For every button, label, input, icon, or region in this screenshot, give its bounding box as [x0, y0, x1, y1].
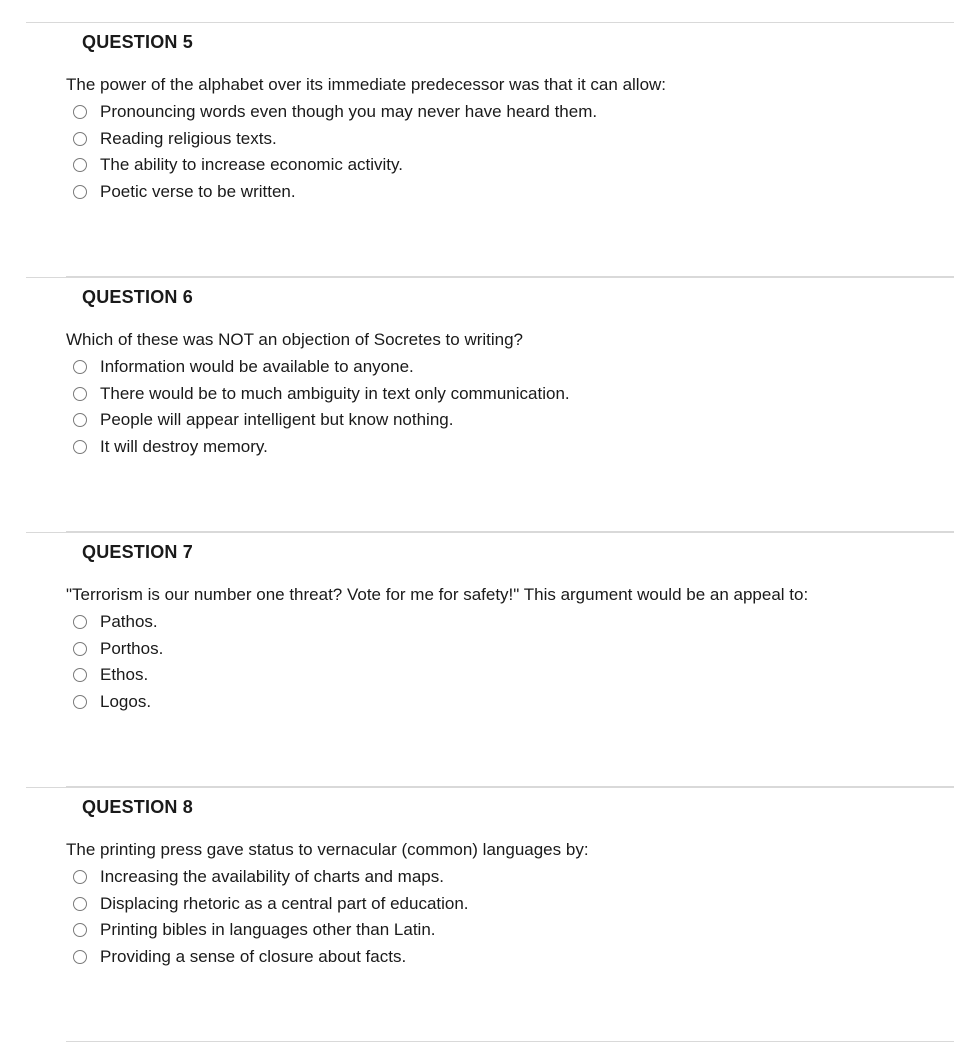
answer-option[interactable] [73, 354, 570, 381]
answer-options [73, 864, 469, 970]
answer-option[interactable] [73, 126, 597, 153]
answer-option[interactable] [73, 689, 163, 716]
answer-options [73, 99, 597, 205]
radio-button[interactable] [73, 870, 87, 884]
question-title: QUESTION 5 [82, 32, 194, 52]
answer-option-label[interactable]: Printing bibles in languages other than Latin. [100, 920, 436, 940]
radio-button[interactable] [73, 132, 87, 146]
radio-button[interactable] [73, 668, 87, 682]
answer-option[interactable] [73, 636, 163, 663]
answer-option[interactable] [73, 434, 570, 461]
radio-button[interactable] [73, 105, 87, 119]
radio-button[interactable] [73, 615, 87, 629]
radio-button[interactable] [73, 185, 87, 199]
radio-button[interactable] [73, 413, 87, 427]
question-5 [26, 22, 954, 277]
question-title: QUESTION 6 [82, 287, 194, 307]
radio-button[interactable] [73, 440, 87, 454]
answer-option[interactable] [73, 944, 469, 971]
question-prompt: The printing press gave status to vernacular (common) languages by: [66, 840, 589, 859]
question-8 [26, 787, 954, 1042]
answer-option-label[interactable]: It will destroy memory. [100, 437, 268, 457]
answer-option-label[interactable]: Poetic verse to be written. [100, 182, 296, 202]
answer-option[interactable] [73, 662, 163, 689]
answer-option[interactable] [73, 609, 163, 636]
radio-button[interactable] [73, 387, 87, 401]
question-6 [26, 277, 954, 532]
answer-option-label[interactable]: Displacing rhetoric as a central part of education. [100, 893, 469, 913]
question-7 [26, 532, 954, 787]
radio-button[interactable] [73, 642, 87, 656]
answer-option-label[interactable]: The ability to increase economic activity. [100, 155, 403, 175]
answer-option-label[interactable]: Reading religious texts. [100, 128, 277, 148]
answer-option[interactable] [73, 917, 469, 944]
answer-options [73, 609, 163, 715]
radio-button[interactable] [73, 158, 87, 172]
question-prompt: Which of these was NOT an objection of Socretes to writing? [66, 330, 524, 349]
question-prompt: The power of the alphabet over its immediate predecessor was that it can allow: [66, 75, 667, 94]
radio-button[interactable] [73, 897, 87, 911]
answer-option-label[interactable]: People will appear intelligent but know nothing. [100, 410, 454, 430]
radio-button[interactable] [73, 360, 87, 374]
answer-option[interactable] [73, 99, 597, 126]
answer-option[interactable] [73, 179, 597, 206]
radio-button[interactable] [73, 695, 87, 709]
answer-option[interactable] [73, 152, 597, 179]
answer-option-label[interactable]: Increasing the availability of charts and maps. [100, 867, 444, 887]
answer-option-label[interactable]: Providing a sense of closure about facts. [100, 947, 407, 967]
answer-option-label[interactable]: Ethos. [100, 665, 149, 685]
answer-option[interactable] [73, 891, 469, 918]
answer-option[interactable] [73, 407, 570, 434]
answer-option-label[interactable]: There would be to much ambiguity in text only communication. [100, 383, 570, 403]
question-title: QUESTION 7 [82, 542, 194, 562]
question-title: QUESTION 8 [82, 797, 194, 817]
radio-button[interactable] [73, 923, 87, 937]
answer-option-label[interactable]: Pathos. [100, 612, 158, 632]
question-prompt: "Terrorism is our number one threat? Vote for me for safety!" This argument would be an appeal to: [66, 585, 809, 604]
answer-option-label[interactable]: Pronouncing words even though you may never have heard them. [100, 102, 598, 122]
answer-options [73, 354, 570, 460]
answer-option[interactable] [73, 864, 469, 891]
answer-option[interactable] [73, 381, 570, 408]
answer-option-label[interactable]: Logos. [100, 692, 152, 712]
answer-option-label[interactable]: Porthos. [100, 638, 164, 658]
radio-button[interactable] [73, 950, 87, 964]
answer-option-label[interactable]: Information would be available to anyone. [100, 357, 414, 377]
